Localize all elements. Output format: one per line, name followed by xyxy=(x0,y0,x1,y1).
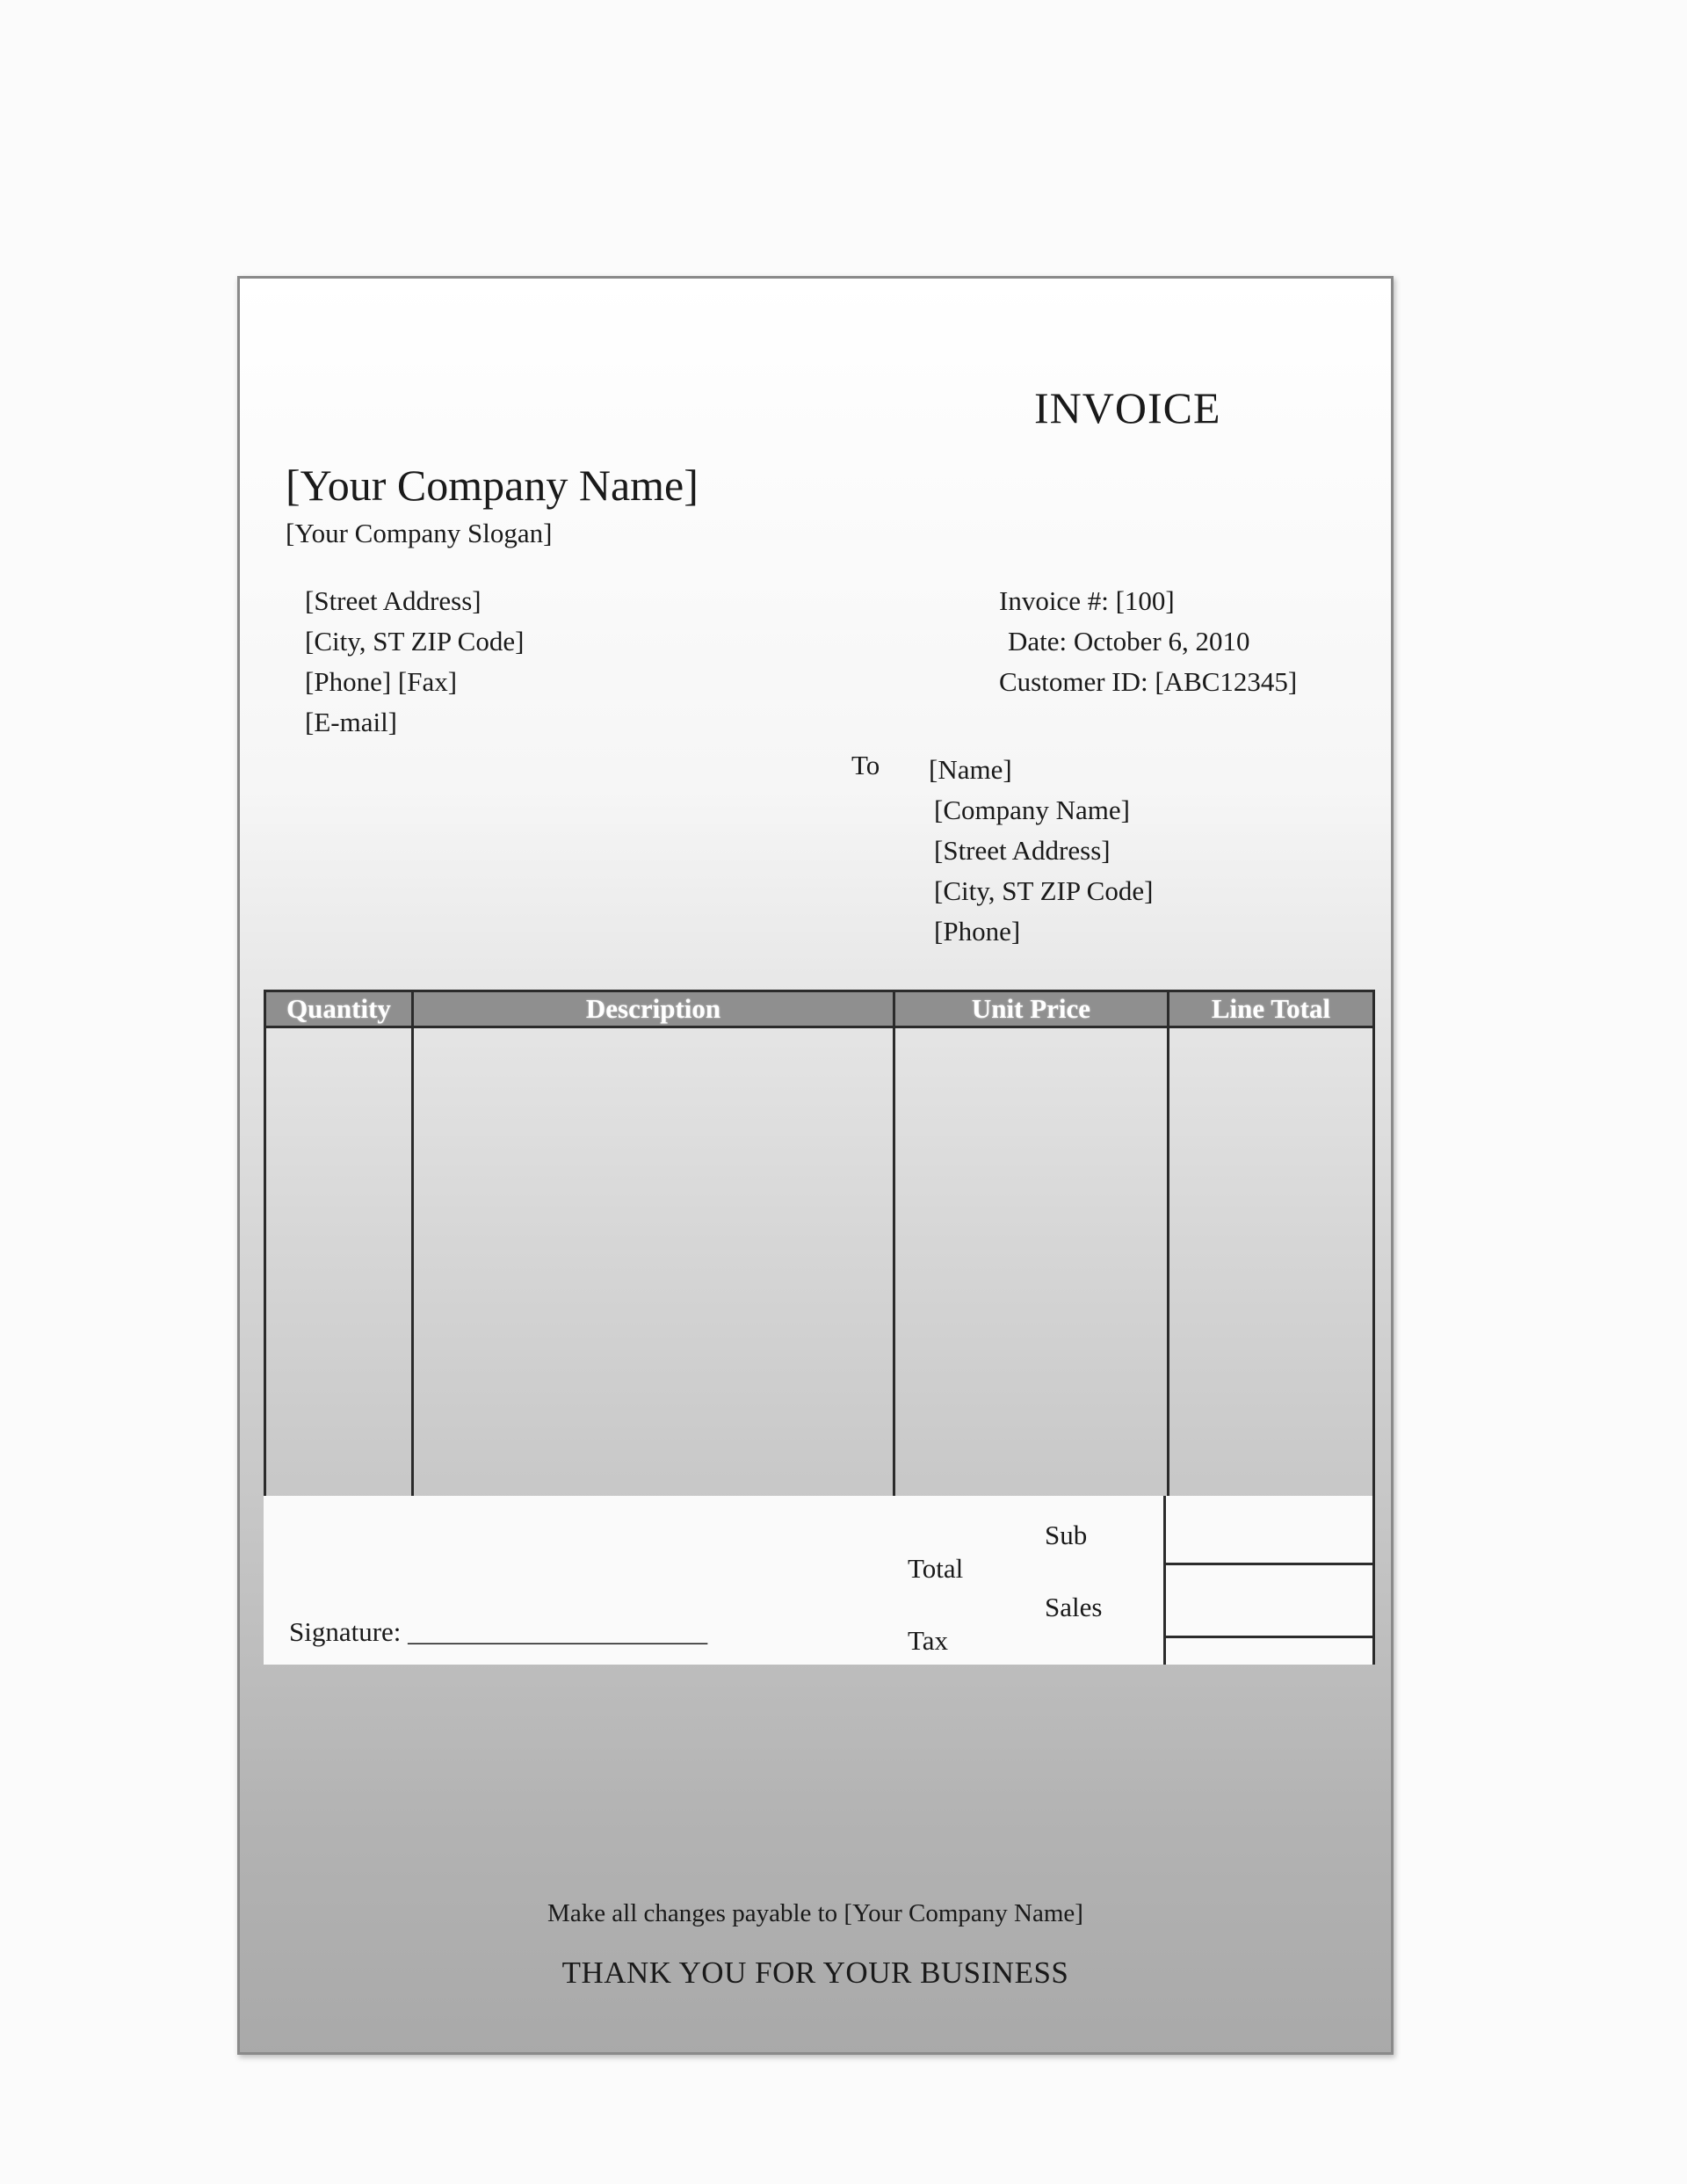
invoice-date: Date: October 6, 2010 xyxy=(1008,626,1250,657)
invoice-page xyxy=(237,276,1394,2055)
line-items-table xyxy=(264,990,1375,1498)
recipient-name: [Name] xyxy=(929,754,1012,785)
invoice-number: Invoice #: [100] xyxy=(999,585,1175,616)
recipient-street: [Street Address] xyxy=(934,835,1111,866)
header-quantity: Quantity xyxy=(286,993,391,1024)
payable-note: Make all changes payable to [Your Company Name] xyxy=(547,1899,1083,1927)
company-slogan: [Your Company Slogan] xyxy=(286,518,553,548)
column-divider xyxy=(1167,992,1169,1496)
signature-line: Signature: ______________________ xyxy=(289,1616,708,1647)
row-divider xyxy=(1166,1563,1372,1565)
table-header-row xyxy=(266,992,1372,1028)
recipient-city: [City, ST ZIP Code] xyxy=(934,875,1154,906)
sender-street: [Street Address] xyxy=(305,585,481,616)
invoice-title: INVOICE xyxy=(1034,383,1221,432)
subtotal-label-sub: Sub xyxy=(1045,1520,1088,1550)
sales-tax-label-sales: Sales xyxy=(1045,1592,1103,1622)
row-divider xyxy=(1166,1636,1372,1638)
sender-phone-fax: [Phone] [Fax] xyxy=(305,666,458,697)
column-divider xyxy=(893,992,895,1496)
header-unit-price: Unit Price xyxy=(971,993,1091,1024)
recipient-block xyxy=(929,750,1153,952)
column-divider xyxy=(411,992,414,1496)
sales-tax-label-tax: Tax xyxy=(908,1625,949,1656)
invoice-meta-block xyxy=(999,581,1297,702)
thank-you-note: THANK YOU FOR YOUR BUSINESS xyxy=(561,1955,1069,1990)
recipient-company: [Company Name] xyxy=(934,795,1130,825)
to-label: To xyxy=(851,750,880,780)
sender-address-block xyxy=(305,581,524,743)
customer-id: Customer ID: [ABC12345] xyxy=(999,666,1298,697)
header-line-total: Line Total xyxy=(1211,993,1331,1024)
subtotal-label-total: Total xyxy=(908,1553,964,1584)
totals-value-box xyxy=(1163,1496,1375,1665)
recipient-phone: [Phone] xyxy=(934,916,1021,947)
sender-city: [City, ST ZIP Code] xyxy=(305,626,525,657)
header-description: Description xyxy=(585,993,721,1024)
sender-email: [E-mail] xyxy=(305,707,398,737)
company-name: [Your Company Name] xyxy=(286,461,699,510)
